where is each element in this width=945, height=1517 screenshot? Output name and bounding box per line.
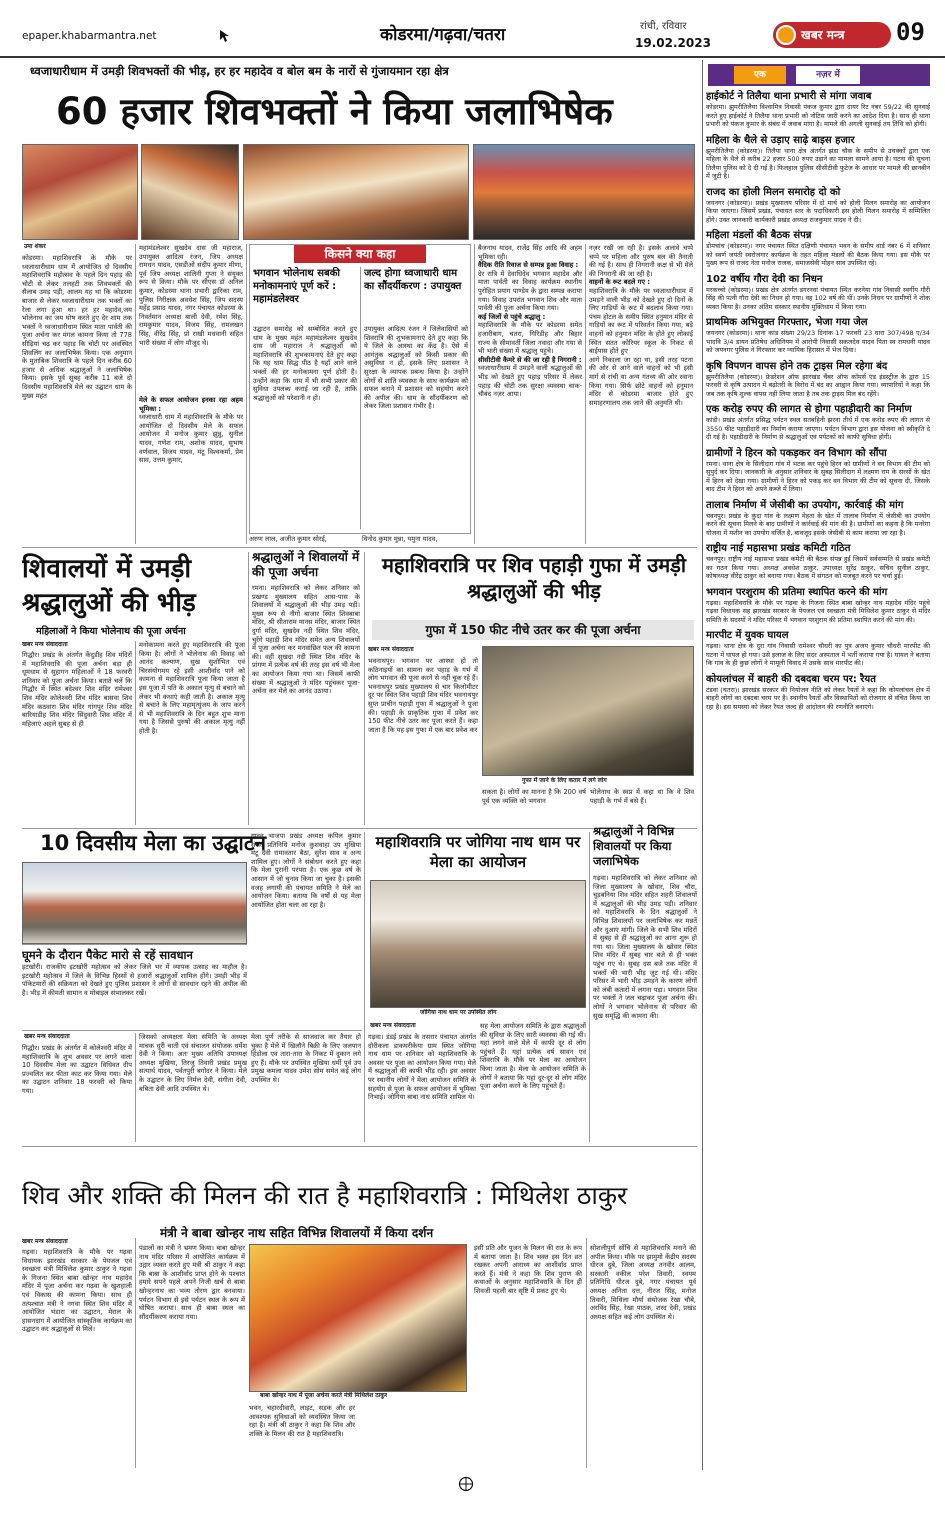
lead-col-2 [139,244,243,544]
gufa-dateline: खबर मन्त्र संवाददाता [368,646,414,653]
lead-col-2b-text: ध्वजाधारी धाम में महाशिवरात्रि के मौके पर आयोजित दो दिवसीय मेले के सफल आयोजन में मनोज कुमार झुन्नु, सुनील यादव, गणेश राम, अशोक यादव, सुभाष वर्णवाल, विजय यादव, मंटू विश्वकर्मा, प्रेम साव, उत्तम कुमार, [139,413,243,465]
lead-photo-3 [243,144,469,240]
lead-subhead-5: वाहनों के रूट बदले गए : [589,278,650,287]
news-brief [706,499,930,538]
packet-text: इटखोरी। राजकीय इटखोरी महोत्सव को लेकर जिले भर में व्यापक उत्साह का माहौल है। इटखोरी महोत्सव में जिले के विभिन्न हिस्सों से हजारों श्रद्धालुओं शामिल होंगे। उमड़ी भीड़ में पॉकेटमारों की सक्रियता को देखते हुए पुलिस प्रशासन ने लोगों से सावधान रहने की अपील की है। भीड़ में कीमती सामान व मोबाइल संभालकर रखें। [22,963,247,997]
news-brief-text: चवनपुर। प्रखंड के कुंदा गांव के लक्ष्मण मेहता के खेत में तालाब निर्माण में जेसीबी का उपयोग करने की सूचना मिलने के बाद ग्रामीणों ने कार्रवाई की मांग की है। ग्रामीणों का कहना है कि मनरेगा योजना में मशीन का उपयोग वर्जित है, बावजूद इसके जेसीबी से काम कराया जा रहा है। [706,511,930,537]
news-brief-text: चवनपुर। राष्ट्रीय नाई महासभा प्रखंड कमेटी की बैठक संपन्न हुई जिसमें सर्वसम्मति से प्रखंड कमेटी का गठन किया गया। अध्यक्ष अवधेश ठाकुर, उपाध्यक्ष सुरेंद्र ठाकुर, सचिव सुनील ठाकुर, कोषाध्यक्ष वीरेंद्र ठाकुर को बनाया गया। बैठक में संगठन को मजबूत करने पर चर्चा हुई। [706,555,930,580]
news-brief-column [706,90,930,1470]
lead-col-2c-text: अरुण लाल, अजीत कुमार सोरई, [249,535,327,543]
mela-dateline: खबर मन्त्र संवाददाता [24,1033,70,1040]
news-brief-headline: मारपीट में युवक घायल [706,630,789,641]
news-brief-headline: प्राथमिक अभियुक्त गिरफ्तार, भेजा गया जेल [706,317,868,328]
jogiya-dateline: खबर मन्त्र संवाददाता [370,1022,416,1029]
quote-box-title: किसने क्या कहा [294,245,426,263]
jogiya-headline: महाशिवरात्रि पर जोगिया नाथ धाम पर मेला का आयोजन [375,833,581,871]
news-brief [706,316,930,355]
news-brief-text: टंडवा (चतरा)। झारखंड सरकार की नियोजन नीति को लेकर रैयतों ने कहा कि कोयलांचल क्षेत्र में बाहरी लोगों का दबदबा चरम पर है। स्थानीय रैयतों और विस्थापितों को रोजगार से वंचित किया जा रहा है। इस समस्या को लेकर रैयत जल्द ही आंदोलन की रणनीति बनाएंगे। [706,685,930,711]
mithilesh-col-5: सोशलीपुर्ण सोंचि से महाशिवरात्रि मनाने की अपील किया। मौके पर झामुमो केंद्रीय सदस्य धीरज दुबे, जिला अध्यक्ष तनवीर आलम, सरकारी वकील परेश तिवारी, स्वयम प्रतिनिधि धीरज दुबे, नगर पंचायत पूर्व अध्यक्ष अनिता दत्त, नीरज सिंह, मनोज तिवारी, मिथिला मौर्या संयोजक रेखा चौबे, अरविंद सिंह, रेखा पाठक, शरद देवी, प्रखंड अध्यक्ष सहित कई लोग उपस्थित थे। [590,1244,696,1321]
news-brief-headline: ग्रामीणों ने हिरन को पकड़कर वन विभाग को सौंपा [706,447,887,459]
lead-col-4d-text: ध्वजाधारीधाम में उमड़ने वाली श्रद्धालुओं की भीड़ को देखते हुए पहाड़ परिसर में लेकर पहाड़ की चोटी तक सुरक्षा व्यवस्था चाक-चौबंद नज़र आया। [478,364,582,399]
mithilesh-col-2: पंडालों का मंत्री ने भ्रमण किया। बाबा खोन्हर नाथ मंदिर परिसर में आयोजित कार्यक्रम में उद्गार व्यक्त करते हुए मंत्री श्री ठाकुर ने कहा कि बाबा के आशीर्वाद प्राप्त होने के पश्चात हमारे सपने पहले अपने निजी खर्च से बाबा खोन्हरनाथ का भव्य तोरण द्वार बनवाया। पर्यटन विभाग से इसे पर्यटन स्थल के रूप में घोषित कराया। साथ ही बाबा स्थल का सौंदर्यीकरण कराया गया। [139,1244,245,1321]
lead-subhead-1: मेले के सफल आयोजन इनका रहा अहम भूमिका : [139,396,243,413]
news-brief-text: रमना। थाना क्षेत्र के सिलीदाग गांव में भटक कर पहुंचे हिरन को ग्रामीणों ने वन विभाग की टीम को सुपुर्द कर दिया। जानकारी के अनुसार शनिवार के सुबह सिलीदाग में लक्ष्मण राम के सरसों के खेत में हिरन को देखा गया। ग्रामीणों ने हिरन को पकड़ कर वन विभाग की टीम को सूचना दी, जिसके बाद टीम ने हिरन को अपने कब्जे में लिया। [706,459,930,493]
lead-col-4 [478,244,582,544]
news-brief-headline: भगवान परशुराम की प्रतिमा स्थापित करने की मांग [706,586,888,598]
mela-col-right: यादव भाजपा प्रखंड अध्यक्ष कपिल कुमार संसद प्रतिनिधि मनोज कुशवाहा उप मुखिया मंटू देवी रामावतार बैठा, सुरेश साव व अन्य शामिल हुए। लोगों ने संबोधन करते हुए कहा कि मेला पुरानी परंपरा है। एक कुछ वर्ष के आसान में जो चुनाव किया जा चुका है। इसकी वजह लगायी की पंचायत समिति ने मेले का आयोजन किया। बताया कि वर्षों से यह मेला आयोजित होता चला आ रहा है। [251,832,361,909]
lead-col-4-text: बैजनाथ यादव, राजेंद्र सिंह आदि की अहम भूमिका रही। [478,244,582,261]
brand-name: खबर मन्त्र [801,28,845,42]
jogiya-photo-caption: जोगिया नाथ धाम पर उपस्थित लोग [420,1009,497,1016]
news-brief-headline: राष्ट्रीय नाई महासभा प्रखंड कमिटी गठित [706,543,851,554]
news-brief-headline: तालाब निर्माण में जेसीबी का उपयोग, कार्रवाई की मांग [706,499,904,511]
news-brief-text: मरकच्चो (कोडरमा)। प्रखंड क्षेत्र अंतर्गत डगरनवां पंचायत स्थित करनेया गांव निवासी स्वर्गीय गौरी सिंह की पत्नी गौरा देवी का निधन हो गया। वह 102 वर्ष की थीं। उनके निधन पर ग्रामीणों ने शोक व्यक्त किया है। उनका अंतिम संस्कार स्थानीय मुक्तिधाम में किया गया। [706,285,930,311]
mela-col-3: मेला पूर्ण तरीके से साजवाज कर तैयार हो चुका है मेले में खिलौने बिक्री के लिए जलपान हिंडोला एवं तारा-तारा के निकट में दुकान लगे हुए हैं। मौके पर उपस्थित मुखिया धर्मी पूर्व उप प्रमुख कमला यादव उमेश सोम समेत कई लोग उपस्थित थे। [251,1033,361,1084]
mela-col-2: जिसको अध्यक्षता मेला समिति के अध्यक्ष माचक धुरी चाती एवं संचालन संयोजक धर्मेश देवी ने किया। अतः मुख्य अतिथि उपाध्यक्ष अध्यक्ष मुखिया, तिरजु तिवारी प्रखंड प्रमुख सत्यार्थ यादव, पर्वतपुरी बगोदर ने किया। मेले के उद्घाटन के लिए निर्मल देवी, संगीता देवी, बबिता देवी आदि उपस्थित थे। [139,1033,247,1093]
gufa-headline: महाशिवरात्रि पर शिव पहाड़ी गुफा में उमड़ी श्रद्धालुओं की भीड़ [381,553,687,603]
packet-box [22,944,247,1028]
mithilesh-col-1: गढ़वा। महाशिवरात्रि के मौके पर गढ़वा विधायक झारखंड सरकार के पेयजल एवं स्वच्छता मंत्री मिथिलेश कुमार ठाकुर ने गढ़वा के गिजना स्थित बाबा खोन्हर नाथ महादेव मंदिर में पूजा अर्चना कर गढ़वा के खुशहाली एवं विकास की कामना किया। साथ ही तत्पश्चात मंत्री ने नगवा स्थित शिव मंदिर में आयोजित भंडारा का उद्घाटन, मेराल के हासनदाग में आयोजित सांस्कृतिक कार्यक्रम का उद्घाटन कर श्रद्धालुओं से मिले। [22,1248,132,1334]
mithilesh-photo [249,1244,467,1392]
gufa-col-1: भवनाथपुर। भगवान पर आस्था हो तो कठिनाइयों का सामना कर पहाड़ के गर्भ में लोग भगवान की पूजा करने से नहीं चूक रहे हैं। भवनाथपुर प्रखंड मुख्यालय से चार किलोमीटर दूर पर स्थित शिव पहाड़ी शिव मंदिर भवनाथपुर सुप्त प्राचीन पहाड़ी गुफा में श्रद्धालुओं ने पूजा की। पहाड़ी के प्राकृतिक गुफा में प्रवेश कर 150 फीट नीचे उतर कर पूजा करते हैं। कहा जाता है कि यह इस गुफा में एक बार प्रवेश कर [368,657,478,734]
pooja-text: रमना। महाशिवरात्रि को लेकर शनिवार को प्रखण्ड मुख्यालय सहित आस-पास के शिवालयों में श्रद्धालुओं की भीड़ उमड़ पड़ी। मुख्य रूप से नौगो बाजार स्थित शिवबाबा मंदिर, श्री सीताराम मानस मंदिर, बाजार स्थित दुर्गा मंदिर, सुखदेव नदी स्थित शिव मंदिर, चुरेंगे पहाड़ी शिव मंदिर समेत अन्य शिवालयों में पूजा अर्चना कर मनवांछित फल की कामना की। वहीं सुखदा नदी स्थित शिव मंदिर के प्रांगण में प्रत्येक वर्ष की तरह इस वर्ष भी मेला का आयोजन किया गया था। जिसमें काफी संख्या में श्रद्धालुओं ने मंदिर पहुंचकर पूजा-अर्चना कर मेले का आनंद उठाया। [252,584,360,696]
shivalay-headline: शिवालयों में उमड़ी श्रद्धालुओं की भीड़ [22,554,196,618]
lead-subhead-2: वैदिक रीति रिवाज से सम्पन्न हुआ विवाह : [478,261,579,270]
news-brief [706,629,930,668]
gufa-subhead-banner [372,620,694,640]
ek-label: एक [734,66,786,84]
news-brief-headline: महिला मंडलों की बैठक संपन्न [706,230,812,241]
packet-headline: घूमने के दौरान पैकेट मारो से रहें सावधान [22,948,193,962]
lead-col-5c-text: आगे निकाला जा रहा था, इसी तरह पटना की ओर से आने वाले वाहनों को भी इसी मार्ग से रांची या अन्य गंतव्य की ओर रवाना किया गया। सिर्फ छोटे वाहनों को हनुमान मंदिर से कोडरमा बाजार होते हुए समाहरणालय तक जाने की अनुमति थी। [589,355,693,407]
news-brief [706,186,930,225]
page-number: 09 [896,18,925,46]
lead-photo-4 [473,144,695,240]
news-brief [706,673,930,712]
gufa-subhead: गुफा में 150 फीट नीचे उतर कर की पूजा अर्चना [425,623,641,637]
news-brief-headline: राजद का होली मिलन समारोह दो को [706,186,841,198]
news-brief-headline: कृषि विपणन वापस होने तक ट्राइस मिल रहेगा बंद [706,360,888,372]
jogiya-photo [370,880,586,1008]
mithilesh-col-4: इसी प्रति और पूजन के मिलन की रात के रूप में बताया जाता है। शिव भक्त इस दिन व्रत रखकर अपनी आराध्य का आशीर्वाद प्राप्त करते हैं। मंत्री ने कहा कि शिव पुराण की कथाओं के अनुसार महाशिवरात्रि के दिन ही शिवजी पहली बार सृष्टि में प्रकट हुए थे। [474,1244,582,1295]
issue-date: 19.02.2023 [635,36,711,50]
jogiya-col-1: गढ़वा। डंडई प्रखंड के तसरार पंचायत अंतर्गत दोरीकला डाकघरीकेया ग्राम स्थित जोगिया नाथ धाम पर शनिवार को महाशिवरात्रि के अवसर पर पूजा का आयोजन किया गया। मेले में श्रद्धालुओं की काफी भीड़ रही। इस अवसर पर स्थानीय लोगों ने मेला आयोजन समिति के सहयोग से पूजा के सफल आयोजन में भूमिका निभाई। जोगिया बाबा नाथ समिति शामिल थे। [368,1033,476,1102]
dateline-city-day: रांची, रविवार [640,21,687,32]
news-brief-text: जयनगर (कोडरमा)। प्रखंड मुख्यालय परिसर में दो मार्च को होली मिलन समारोह का आयोजन किया जाएगा। जिसमें प्रखंड, पंचायत स्तर के पदाधिकारी इस होली मिलन समारोह में सम्मिलित होंगे। उक्त जानकारी कार्यकारी प्रखंड अध्यक्ष राजकुमार यादव ने दी। [706,198,930,224]
news-brief-text: डोमचांच (कोडरमा)। नगर पंचायत स्थित दक्षिणी पंचायत भवन के समीप वार्ड नंबर 6 में शनिवार को स्वर्ण जयंती स्वरोजगार कार्यक्रम के तहत महिला मंडलों की बैठक किया गया। इस मौके पर मुख्य रूप से राजद नेता मनोज राजक, समाजसेवी मोहन साव उपस्थित रहे। [706,242,930,267]
news-brief-headline: हाईकोर्ट ने तिलैया थाना प्रभारी से मांगा जवाब [706,91,872,102]
lead-photo-1 [22,144,138,240]
lead-col-5b-text: महाशिवरात्रि के मौके पर ध्वजाधारीधाम में उमड़ने वाली भीड़ को देखते हुए दो दिनों के लिए गाड़ियों के रूट में बदलाव किया गया। पंचम होटल के समीप स्थित हनुमान मंदिर से गाड़ियों का रूट में परिवर्तन किया गया, बड़े वाहनों को हनुमान मंदिर के होते हुए लोकाई स्थित सतत कोरियर स्कूल के निकट से बाईपास होते हुए [589,286,693,356]
shivalay-col-2: मनोकामना करते हुए महाशिवरात्रि की पूजा किया है। लोगों ने भोलेनाथ की विवाह को आनंद कल्याण, सुख सुशोभित एवं चिरसंयोगमय रहे इसी आशीर्वाद पाने को कामना से महाशिवरात्रि पूजा किया जाता है इस पूजा में पति के अकाल मृत्यु से बचाने को लेकर भी कथाएं कही जाती है। अकाल मृत्यु से बचाने के लिए महामृत्युंजय के जाप करने से भी महाशिवरात्रि के दिन बहुत शुभ माना गया है जिससे पुरुषों की अकाल मृत्यु नहीं होती है। [139,641,245,735]
lead-subhead-3: कई जिलों से पहुंचे श्रद्धालु : [478,312,546,321]
gufa-col-3: भोलेनाथ के स्वप्न में कहा था कि वे शिव पहाड़ी के गर्भ में बसे हैं। [590,788,694,805]
news-brief-text: जयनगर (कोडरमा)। थाना कांड संख्या 29/23 दिनांक 17 फरवरी 23 धारा 307/498 ए/34 भादवि 3/4 डायन प्रतिषेध अधिनियम में आरोपी निवासी सकलदेव यादव पिता स्व रामधनी यादव को जयनगर पुलिस ने गिरफ्तार कर न्यायिक हिरासत में भेज दिया। [706,329,930,354]
lead-photo-2 [141,144,239,240]
cursor-icon [218,29,232,43]
brand-logo-icon [776,25,796,45]
news-brief [706,273,930,312]
lead-col-4c-text: महाशिवरात्रि के मौके पर कोडरमा समेत हजारीबाग, चतरा, गिरिडीह और बिहार राज्य के सीमावर्ती जिला नवादा और गया से भी भारी संख्या में श्रद्धालु पहुंचे। [478,321,582,356]
news-brief [706,403,930,442]
lead-subhead-4: सीसीटीवी कैमरे से की जा रही है निगरानी : [478,355,582,364]
masthead [0,0,945,58]
gufa-col-2: सकता है। लोगों का मानना है कि 200 वर्ष पूर्व एक व्यक्ति को भगवान [482,788,586,805]
mithilesh-photo-caption: बाबा खोन्हर नाथ में पूजा अर्चना करते मंत्री मिथिलेश ठाकुर [260,1392,388,1399]
quote-2-text: उपायुक्त आदित्य रंजन ने जिलेवासियों को शिवरात्रि की शुभकामनाएं देते हुए कहा कि ये जिले के आस्था का केंद्र है। ऐसे में आगंतुक श्रद्धालुओं को किसी प्रकार की असुविधा न हो, इसके लिए प्रशासन ने सुरक्षा के व्यापक प्रबन्ध किया है। उन्होंने लोगों से शांति व्यवस्था के साथ कार्यक्रम को सफल बनाने में प्रशासन को सहयोग करने की अपील की। धाम के सौंदर्यीकरण को लेकर जिला प्रशासन गंभीर है। [364,325,468,411]
news-brief-headline: एक करोड़ रुपए की लागत से होगा पहाड़ीदारी का निर्माण [706,404,912,415]
news-brief [706,586,930,625]
section-title: कोडरमा/गढ़वा/चतरा [380,25,506,45]
brand-badge [773,22,891,48]
mithilesh-subhead: मंत्री ने बाबा खोन्हर नाथ सहित विभिन्न शिवालयों में किया दर्शन [160,1226,434,1240]
news-brief [706,360,930,399]
lead-col-5-text: नज़र रखी जा रही है। इसके अलावे चप्पे चप्पे पर महिला और पुरुष बल की तैनाती की गई है। साथ ही निगरानी कक्ष से भी मेले की निगरानी की जा रही है। [589,244,693,278]
nazar-label: नज़र में [796,66,860,84]
quote-1-text: उद्घाटन समारोह को सम्बोधित करते हुए धाम के मुख्य महंत महामंडलेश्वर सुखदेव दास जी महाराज ने श्रद्धालुओं को महाशिवरात्रि की शुभकामनाएं देते हुए कहा कि यह धाम सिद्ध पीठ है यहाँ आने वाले भक्तों की हर मनोकामना पूर्ण होती है। उन्होंने कहा कि धाम में भी सभी प्रकार की सुविधा उपलब्ध कराई जा रही है, ताकि श्रद्धालुओं को परेशानी न हो। [253,325,357,402]
news-brief [706,229,930,268]
news-brief-headline: 102 वर्षीय गौरा देवी का निधन [706,273,823,285]
news-brief-headline: कोयलांचल में बाहरी की दबदबा चरम पर: रैयत [706,673,876,685]
news-brief-text: कोडरमा। झुमरीतिलैया विश्वामित्र निवासी पंकज कुमार द्वारा दायर रिट नंबर 59/22 की सुनवाई करते हुए हाईकोर्ट ने तिलैया थाना प्रभारी को नोटिस जारी करने का आदेश दिया है। साथ ही थाना प्रभारी को पंकज कुमार के संबंध में जवाब मांगा है। मामले की अगली सुनवाई तय तिथि को होगी। [706,103,930,128]
news-brief-text: गढ़वा। थाना क्षेत्र के दुरा गांव निवासी रामेश्वर चौधरी का पुत्र अजय कुमार चौधरी मारपीट की घटना में घायल हो गया। उसे इलाज के लिए सदर अस्पताल में भर्ती कराया गया है। घायल ने बताया कि गांव के ही कुछ लोगों ने मामूली विवाद में उसके साथ मारपीट की। [706,642,930,667]
shivalay-col-1: गिद्धौर। प्रखंड के अंतर्गत केंदुडीह शिव मंदिरों में महाशिवरात्रि की पूजा अर्चना बड़ा ही धूमधाम से सुहागन महिलाओं ने 18 फरवरी शनिवार को पूजा अर्चना किया। बताते चलें कि गिद्धौर में स्थित बदेश्वर शिव मंदिर रामेश्वर शिव मंदिर कोलेश्वरी शिव मंदिर बासवा शिव मंदिर कठवारा शिव मंदिर गांगपुर शिव मंदिर बारियाडीह शिव मंदिर सिंदुवारी शिव मंदिर में महिलाएं अहले सुबह से ही [22,651,132,728]
mela-headline: 10 दिवसीय मेला का उद्घाटन [40,831,267,855]
news-brief [706,447,930,494]
mela-photo [22,862,247,944]
lead-kicker: ध्वजाधारीधाम में उमड़ी शिवभक्तों की भीड़, हर हर महादेव व बोल बम के नारों से गुंजायमान रहा क्षेत्र [30,64,449,78]
news-brief [706,542,930,581]
lead-col-5 [589,244,693,544]
mela-col-1: गिद्धौर। प्रखंड के अंतर्गत में कोलेश्वरी मंदिर में महाशिवरात्रि के शुभ अवसर पर लगने वाला 10 दिवसीय मेला का उद्घाटन विधिवत दीप प्रज्वलित कर फीता काट कर किया गया। मेले का उद्घाटन शनिवार 18 फरवरी को किया गया। [22,1044,132,1095]
mithilesh-dateline: खबर मन्त्र संवाददाता [22,1238,68,1245]
lead-col-3-text: विनोद कुमार मुन्ना, यमुना यादव, [362,535,438,543]
lead-col-1: कोडरमा। महाशिवरात्रि के मौके पर ध्वजाधारीधाम धाम में आयोजित दो दिवसीय महाशिवरात्रि महोत्सव के पहले दिन पहाड़ की चोटी से लेकर तलहटी तक शिवभक्तों की सैलाब उमड़ पड़ी, आलम यह था कि कोडरमा बाजार से लेकर ध्वजाधारीधाम तक भक्तों का रेला लगा हुआ था। हर हर महादेव,जय भोलेनाथ का जय घोष करते हुए देर शाम तक भक्तों ने ध्वजाधारीधाम स्थित माता पार्वती की पूजा अर्चना कर मंगल कामना किया तो 778 सीढ़ियां चढ़ कर पहाड़ कि चोटी पर अवस्थित शिवलिंग का जलाभिषेक किया। एक अनुमान के मुताबिक शिवरात्रि के पहले दिन करीब 60 हजार से अधिक श्रद्धालुओं ने जलाभिषेक किया। इसके पूर्व सुबह करीब 11 बजे दो दिवसीय महाशिवरात्रि मेले का उद्घाटन धाम के मुख्य महंत [22,254,132,400]
news-brief-text: झुमरीतिलैया (कोडरमा)। तिलैया थाना क्षेत्र अंतर्गत झंडा चौक के समीप से उचक्कों द्वारा एक महिला के थैले से करीब 22 हजार 500 रुपए उड़ाने का मामला सामने आया है। घटना की सूचना तिलैया पुलिस को दे दी गई है। फिलहाल पुलिस सीसीटीवी फुटेज के आधार पर मामले की छानबीन में जुटी है। [706,146,930,180]
site-url[interactable]: epaper.khabarmantra.net [22,30,157,42]
ek-nazar-banner [708,64,930,86]
news-brief-text: कांडी। प्रखंड अंतर्गत प्रसिद्ध पर्यटन स्थल सतबहिनी झरना तीर्थ में एक करोड़ रुपए की लागत से 3550 फीट पहाड़ीदारी का निर्माण कराया जाएगा। पर्यटन विभाग द्वारा इस योजना को स्वीकृति दे दी गई है। पहाड़ीदारी के निर्माण से श्रद्धालुओं एवं पर्यटकों को काफी सुविधा होगी। [706,416,930,441]
pooja-headline: श्रद्धालुओं ने शिवालयों में की पूजा अर्चना [252,550,360,579]
quote-2-headline: जल्द होगा ध्वजाधारी धाम का सौंदर्यीकरण : उपायुक्त [364,268,462,292]
lead-dateline: उमा शंकर [24,243,46,250]
mithilesh-headline: शिव और शक्ति की मिलन की रात है महाशिवरात्रि : मिथिलेश ठाकुर [22,1181,628,1210]
jogiya-col-2: सह मेला आयोजन समिति के द्वारा श्रद्धालुओं की सुविधा के लिए सारी व्यवस्था की गई थी। यहां लगने वाले मेले में काफी दूर से लोग पहुंचते हैं। यहां प्रत्येक वर्ष सावन एवं शिवरात्रि के मौके पर मेला का आयोजन किया जाता है। मेला के आयोजन समिति के लोगों ने बताया कि यहां दूर-दूर से लोग मंदिर पूजा अर्चना करने के लिए पहुंचते हैं। [480,1022,586,1091]
gufa-photo-caption: गुफा में जाने के लिए कतार में लगे लोग [522,777,607,784]
compass-icon [458,1476,474,1492]
news-brief [706,134,930,181]
gufa-photo [482,646,694,776]
vibhinn-text: गढ़वा। महाशिवरात्रि को लेकर शनिवार को जिला मुख्यालय के खोवार, शिव चौरा, चुड़बनिया शिव मंदिर सहित शहरी शिवालयों में श्रद्धालुओं की भीड़ उमड़ पड़ी। शनिवार को महाशिवरात्रि के दिन श्रद्धालुओं ने विभिन्न शिवालयों पर जलाभिषेक कर मन्नतें और दुआएं मांगी। जिले के सभी शिव मंदिरों में सुबह से ही श्रद्धालुओं का आना शुरू हो गया था। जिला मुख्यालय के खोवार स्थित शिव मंदिर में सुबह चार बजे से ही भक्त पहुंच गए थे। सुबह दस बजे तक मंदिर में भक्तों की भारी भीड़ जुट गई थी। मंदिर परिसर में भारी भीड़ उमड़ने के कारण लोगों को लंबी कतारों में लगना पड़ा। भगवान शिव पर भक्तों ने जल चढ़ाकर पूजा अर्चना की। लोगों ने भगवान भोलेनाथ से परिवार की सुख समृद्धि की कामना की। [593,874,697,1020]
shivalay-dateline: खबर मन्त्र संवाददाता [22,641,68,648]
shivalay-subhead: महिलाओं ने किया भोलेनाथ की पूजा अर्चना [36,626,186,637]
lead-col-4b-text: देर रात्रि में देवाधिदेव भगवान महादेव और माता पार्वती का विवाह कार्यक्रम स्थानीय पुरोहित प्रयाग पाण्डेय के द्वारा सम्पन्न कराया गया। विवाह उपरांत भगवान शिव और माता पार्वती की पूजा अर्चना किया गया। [478,269,582,313]
lead-col-2-text: महामंडलेश्वर सुखदेव दास जी महाराज, उपायुक्त आदित्य रंजन, जिप अध्यक्ष रामधन यादव, एसडीओ संदीप कुमार मीणा, पूर्व जिप अध्यक्ष शालिनी गुप्ता ने संयुक्त रूप से किया। मौके पर सीएस डॉ अनिल कुमार, कोडरमा थाना प्रभारी द्वारिका राम, पुलिस निरीक्षक अवधेश सिंह, जिप सदस्य महेंद्र प्रसाद यादव, नगर पंचायत कोडरमा के निवर्तमान अध्यक्ष बाली देवी, रमेश सिंह, रामकुमार यादव, विजय सिंह, रामलखन सिंह, वीरेंद्र सिंह, प्रो राखी मधवानी सहित भारी संख्या में लोग मौजूद थे। [139,244,243,347]
news-brief-text: झुमरीतिलैया (कोडरमा)। फ्रेडरेशन ऑफ झारखंड चैंबर ऑफ कॉमर्स एंड इंडस्ट्रीज के द्वारा 15 फरवरी से कृषि उत्पादन में बढ़ोतरी के विरोध में बंद का आह्वान किया गया। व्यापारियों ने कहा कि जब तक कृषि शुल्क वापस नहीं लिया जाता है तब तक ट्राइस मिल बंद रहेंगे। [706,372,930,398]
vibhinn-headline: श्रद्धालुओं ने विभिन्न शिवालयों पर किया जलाभिषेक [593,824,675,868]
mithilesh-col-3: भवन, चहारदीवारी, लाइट, सड़क और हर आवश्यक सुविधाओं को व्यवस्थित किया जा रहा है। मंत्री श्री ठाकुर ने कहा कि शिव और शक्ति के मिलन की रात है महाशिवरात्रि। [249,1404,355,1438]
quote-box [249,244,471,534]
lead-headline: 60 हजार शिवभक्तों ने किया जलाभिषेक [56,90,613,133]
news-brief-headline: महिला के थैले से उड़ाए साढ़े बाइस हजार [706,134,855,146]
news-brief [706,90,930,129]
quote-1-headline: भगवान भोलेनाथ सबकी मनोकामनाएं पूर्ण करें : महामंडलेश्वर [253,268,340,305]
news-brief-text: गढ़वा। महाशिवरात्रि के मौके पर गढ़वा के गिजना स्थित बाबा खोन्हर नाथ महादेव मंदिर पहुंचे गढ़वा विधायक सह झारखंड सरकार के पेयजल एवं स्वच्छता मंत्री मिथिलेश कुमार ठाकुर से मंदिर समिति के सदस्यों ने मंदिर परिसर में भगवान परशुराम की प्रतिमा स्थापित करने की मांग की। [706,598,930,624]
